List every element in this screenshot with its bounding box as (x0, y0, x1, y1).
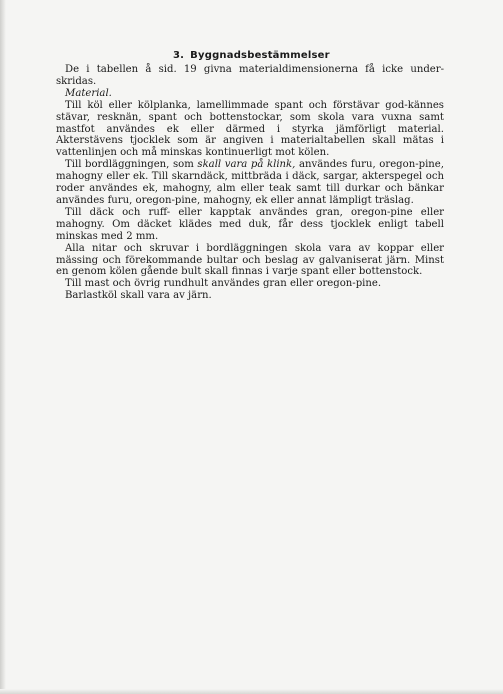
paragraph-material-heading: Material. (65, 87, 112, 99)
paragraph-rivets: Alla nitar och skruvar i bordläggningen skola vara av koppar eller mässing och förekommande bultar och beslag av galvaniserat järn. Minst en genom kölen gående bult skall finnas i varje spant eller bottenstock. (56, 242, 444, 278)
planking-text-end: användes furu, oregon-pine, mahogny eller ek. Till skarndäck, mittbräda i däck, sargar, akterspegel och roder användes ek, mahogny, alm eller teak samt till durkar och bänkar användes furu, oregon-pine, mahogny, ek eller annat lämpligt träslag. (56, 159, 444, 206)
section-heading (173, 50, 330, 61)
planking-text-start: Till bordläggningen, som (65, 159, 198, 171)
section-number: 3. (173, 50, 185, 61)
section-title: Byggnadsbestämmelser (190, 50, 330, 61)
paragraph-keel: Till köl eller kölplanka, lamellimmade spant och förstävar god-kännes stävar, resknän, spant och bottenstockar, som skola vara vuxna samt mastfot användes ek eller därmed i styrka jämförligt material. Akterstävens tjocklek som är angiven i materialtabellen skall mätas i vattenlinjen och må minskas kontinuerligt mot kölen. (56, 99, 444, 159)
paragraph-planking (56, 159, 444, 207)
paragraph-intro: De i tabellen å sid. 19 givna materialdimensionerna få icke under-skridas. (56, 64, 444, 87)
paragraph-mast: Till mast och övrig rundhult användes gran eller oregon-pine. (65, 278, 382, 290)
planking-text-italic: skall vara på klink, (197, 159, 296, 171)
paragraph-ballast: Barlastköl skall vara av järn. (65, 290, 212, 302)
paragraph-deck: Till däck och ruff- eller kapptak användes gran, oregon-pine eller mahogny. Om däcket klädes med duk, får dess tjocklek enligt tabell minskas med 2 mm. (56, 206, 444, 242)
page-edge-shadow (0, 0, 6, 694)
page-bottom-shadow (0, 689, 503, 694)
body-text (56, 64, 444, 302)
